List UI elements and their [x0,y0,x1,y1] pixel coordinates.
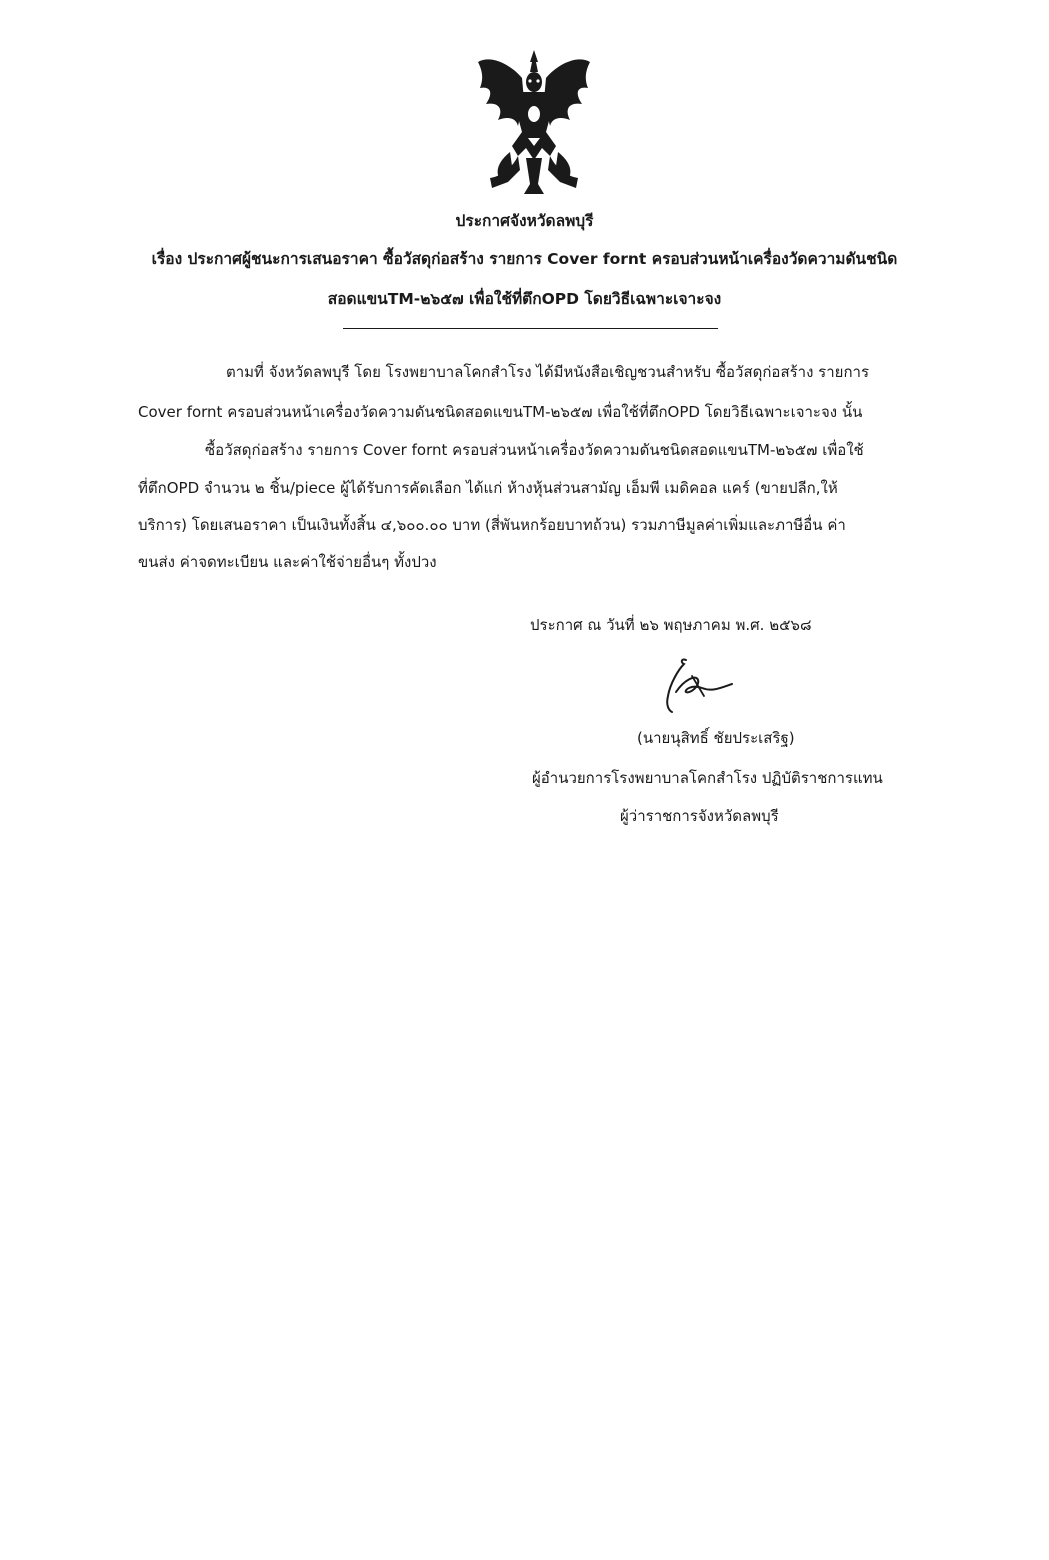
signer-position: ผู้อำนวยการโรงพยาบาลโคกสำโรง ปฏิบัติราชการแทน [532,769,883,787]
paragraph-2-line-1: ซื้อวัสดุก่อสร้าง รายการ Cover fornt ครอบส่วนหน้าเครื่องวัดความดันชนิดสอดแขนTM-๒๖๕๗ เพื่อใช้ [205,441,864,459]
paragraph-1-line-2: Cover fornt ครอบส่วนหน้าเครื่องวัดความดันชนิดสอดแขนTM-๒๖๕๗ เพื่อใช้ที่ตึกOPD โดยวิธีเฉพาะเจาะจง นั้น [138,403,863,421]
paragraph-2-line-3: บริการ) โดยเสนอราคา เป็นเงินทั้งสิ้น ๔,๖๐๐.๐๐ บาท (สี่พันหกร้อยบาทถ้วน) รวมภาษีมูลค่าเพิ่มและภาษีอื่น ค่า [138,516,846,534]
paragraph-1-line-1: ตามที่ จังหวัดลพบุรี โดย โรงพยาบาลโคกสำโรง ได้มีหนังสือเชิญชวนสำหรับ ซื้อวัสดุก่อสร้าง รายการ [226,363,870,381]
garuda-emblem-icon [472,48,596,196]
document-title: ประกาศจังหวัดลพบุรี [455,212,594,230]
subject-line-1: เรื่อง ประกาศผู้ชนะการเสนอราคา ซื้อวัสดุก่อสร้าง รายการ Cover fornt ครอบส่วนหน้าเครื่องวัดความดันชนิด [151,250,898,268]
paragraph-2-line-2: ที่ตึกOPD จำนวน ๒ ชิ้น/piece ผู้ได้รับการคัดเลือก ได้แก่ ห้างหุ้นส่วนสามัญ เอ็มพี เมดิคอล แคร์ (ขายปลีก,ให้ [138,479,838,497]
signer-name: (นายนุสิทธิ์ ชัยประเสริฐ) [637,729,795,747]
paragraph-2-line-4: ขนส่ง ค่าจดทะเบียน และค่าใช้จ่ายอื่นๆ ทั้งปวง [138,553,437,571]
subject-line-2: สอดแขนTM-๒๖๕๗ เพื่อใช้ที่ตึกOPD โดยวิธีเฉพาะเจาะจง [327,290,722,308]
handwritten-signature-icon [662,654,746,718]
signer-authority: ผู้ว่าราชการจังหวัดลพบุรี [620,807,779,825]
title-divider [343,328,718,329]
announce-date: ประกาศ ณ วันที่ ๒๖ พฤษภาคม พ.ศ. ๒๕๖๘ [530,616,812,634]
